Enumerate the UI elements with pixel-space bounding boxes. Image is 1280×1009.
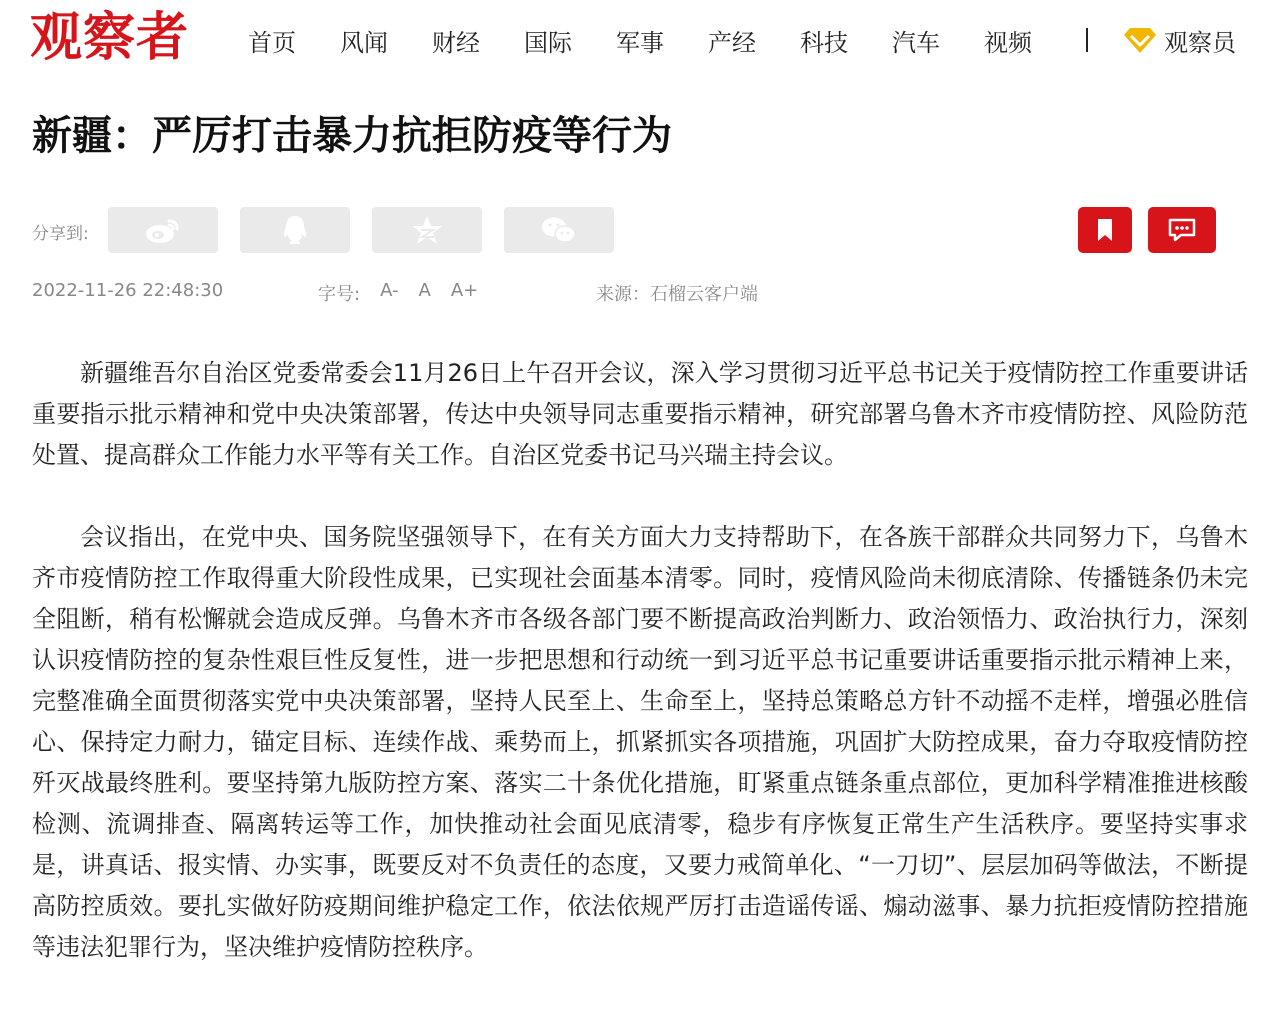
- qq-icon: [280, 214, 310, 246]
- member-link[interactable]: [1122, 20, 1236, 60]
- wechat-icon: [539, 215, 579, 245]
- font-size-controls: [318, 280, 478, 306]
- weibo-icon: [143, 215, 183, 245]
- nav-item-video[interactable]: 视频: [984, 28, 1032, 57]
- nav-item-finance[interactable]: 财经: [432, 28, 480, 57]
- publish-date: 2022-11-26 22:48:30: [32, 280, 224, 301]
- article-paragraph: 新疆维吾尔自治区党委常委会11月26日上午召开会议，深入学习贯彻习近平总书记关于疫情防控工作重要讲话重要指示批示精神和党中央决策部署，传达中央领导同志重要指示精神，研究部署乌鲁木齐市疫情防控、风险防范处置、提高群众工作能力水平等有关工作。自治区党委书记马兴瑞主持会议。: [32, 359, 1248, 469]
- nav-item-auto[interactable]: 汽车: [892, 28, 940, 57]
- article-source: 来源：石榴云客户端: [596, 284, 758, 305]
- article-paragraph: 会议指出，在党中央、国务院坚强领导下，在有关方面大力支持帮助下，在各族干部群众共同努力下，乌鲁木齐市疫情防控工作取得重大阶段性成果，已实现社会面基本清零。同时，疫情风险尚未彻底清除、传播链条仍未完全阻断，稍有松懈就会造成反弹。乌鲁木齐市各级各部门要不断提高政治判断力、政治领悟力、政治执行力，深刻认识疫情防控的复杂性艰巨性反复性，进一步把思想和行动统一到习近平总书记重要讲话重要指示批示精神上来，完整准确全面贯彻落实党中央决策部署，坚持人民至上、生命至上，坚持总策略总方针不动摇不走样，增强必胜信心、保持定力耐力，锚定目标、连续作战、乘势而上，抓紧抓实各项措施，巩固扩大防控成果，奋力夺取疫情防控歼灭战最终胜利。要坚持第九版防控方案、落实二十条优化措施，盯紧重点链条重点部位，更加科学精准推进核酸检测、流调排查、隔离转运等工作，加快推动社会面见底清零，稳步有序恢复正常生产生活秩序。要坚持实事求是，讲真话、报实情、办实事，既要反对不负责任的态度，又要力戒简单化、“一刀切”、层层加码等做法，不断提高防控质效。要扎实做好防疫期间维护稳定工作，依法依规严厉打击造谣传谣、煽动滋事、暴力抗拒疫情防控措施等违法犯罪行为，坚决维护疫情防控秩序。: [32, 523, 1248, 961]
- share-qzone-button[interactable]: [372, 207, 482, 253]
- nav-item-military[interactable]: 军事: [616, 28, 664, 57]
- nav-item-fengwen[interactable]: 风闻: [340, 28, 388, 57]
- member-badge-icon: [1122, 25, 1158, 55]
- qzone-icon: [410, 214, 444, 246]
- nav-item-international[interactable]: 国际: [524, 28, 572, 57]
- article-body: [32, 353, 1248, 1009]
- share-weibo-button[interactable]: [108, 207, 218, 253]
- bookmark-icon: [1097, 218, 1113, 242]
- comment-button[interactable]: [1148, 207, 1216, 253]
- font-size-normal[interactable]: A: [418, 280, 431, 301]
- nav-separator: [1086, 28, 1088, 52]
- comment-icon: [1167, 217, 1197, 243]
- article-title: 新疆：严厉打击暴力抗拒防疫等行为: [32, 113, 672, 159]
- font-size-label: 字号:: [318, 284, 361, 305]
- share-wechat-button[interactable]: [504, 207, 614, 253]
- font-size-smaller[interactable]: A-: [380, 280, 399, 301]
- share-label: 分享到:: [32, 224, 89, 244]
- bookmark-button[interactable]: [1078, 207, 1132, 253]
- main-nav: [248, 20, 1076, 60]
- member-label: 观察员: [1164, 28, 1236, 57]
- site-logo[interactable]: 观察者: [30, 7, 190, 68]
- font-size-larger[interactable]: A+: [450, 280, 479, 301]
- nav-item-tech[interactable]: 科技: [800, 28, 848, 57]
- share-qq-button[interactable]: [240, 207, 350, 253]
- nav-item-home[interactable]: 首页: [248, 28, 296, 57]
- nav-item-industry[interactable]: 产经: [708, 28, 756, 57]
